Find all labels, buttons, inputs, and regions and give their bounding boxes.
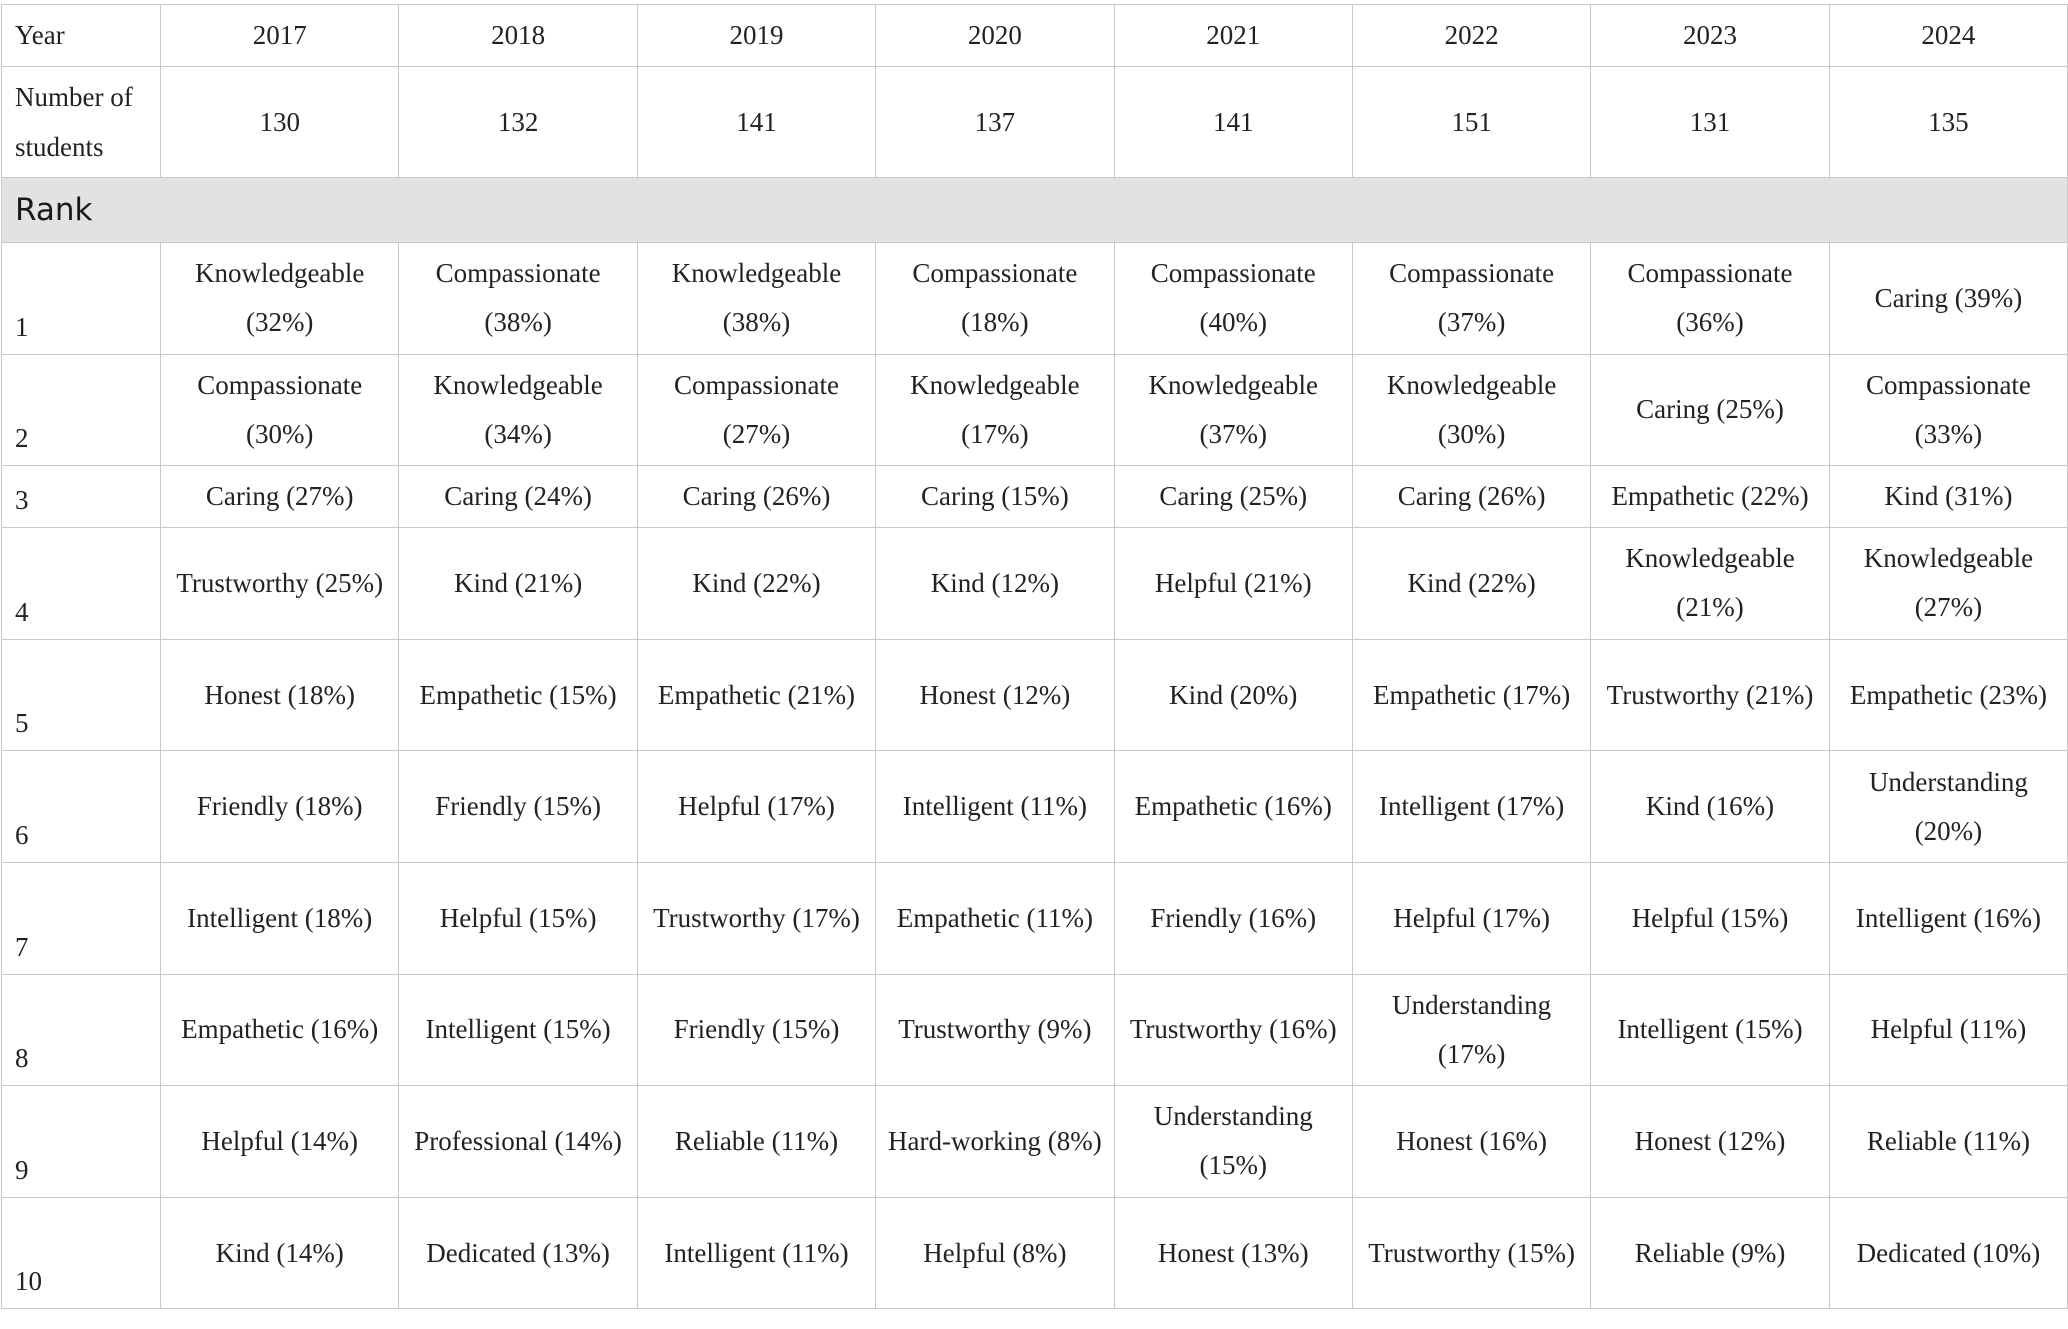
trait-cell: Compassionate (38%)	[399, 243, 637, 355]
trait-cell: Trustworthy (9%)	[876, 974, 1114, 1086]
rank-row	[2, 1086, 2068, 1198]
rank-row	[2, 751, 2068, 863]
trait-cell: Intelligent (11%)	[876, 751, 1114, 863]
trait-cell: Honest (13%)	[1114, 1197, 1352, 1309]
trait-cell: Kind (22%)	[637, 528, 875, 640]
rank-row	[2, 974, 2068, 1086]
rank-number: 4	[2, 528, 161, 640]
rank-number: 5	[2, 639, 161, 751]
trait-cell: Kind (14%)	[161, 1197, 399, 1309]
trait-cell: Helpful (14%)	[161, 1086, 399, 1198]
year-cell: 2023	[1591, 5, 1829, 67]
student-count-cell: 132	[399, 67, 637, 178]
trait-cell: Helpful (11%)	[1829, 974, 2067, 1086]
trait-cell: Intelligent (17%)	[1352, 751, 1590, 863]
trait-cell: Intelligent (15%)	[1591, 974, 1829, 1086]
student-count-cell: 135	[1829, 67, 2067, 178]
rank-number: 8	[2, 974, 161, 1086]
rank-row	[2, 862, 2068, 974]
trait-cell: Intelligent (15%)	[399, 974, 637, 1086]
trait-cell: Helpful (17%)	[1352, 862, 1590, 974]
rank-number: 1	[2, 243, 161, 355]
trait-cell: Empathetic (21%)	[637, 639, 875, 751]
ranking-table	[1, 4, 2068, 1309]
student-count-cell: 131	[1591, 67, 1829, 178]
trait-cell: Compassionate (40%)	[1114, 243, 1352, 355]
trait-cell: Helpful (17%)	[637, 751, 875, 863]
trait-cell: Knowledgeable (21%)	[1591, 528, 1829, 640]
trait-cell: Intelligent (11%)	[637, 1197, 875, 1309]
rank-section-heading: Rank	[2, 178, 2068, 243]
trait-cell: Understanding (15%)	[1114, 1086, 1352, 1198]
trait-cell: Honest (12%)	[1591, 1086, 1829, 1198]
trait-cell: Reliable (11%)	[1829, 1086, 2067, 1198]
year-cell: 2020	[876, 5, 1114, 67]
rank-number: 7	[2, 862, 161, 974]
year-header-row	[2, 5, 2068, 67]
year-cell: 2019	[637, 5, 875, 67]
trait-cell: Knowledgeable (17%)	[876, 354, 1114, 466]
year-cell: 2021	[1114, 5, 1352, 67]
trait-cell: Reliable (11%)	[637, 1086, 875, 1198]
students-label: Number of students	[2, 67, 161, 178]
rank-row	[2, 354, 2068, 466]
trait-cell: Understanding (17%)	[1352, 974, 1590, 1086]
trait-cell: Empathetic (15%)	[399, 639, 637, 751]
trait-cell: Compassionate (37%)	[1352, 243, 1590, 355]
trait-cell: Friendly (16%)	[1114, 862, 1352, 974]
trait-cell: Trustworthy (17%)	[637, 862, 875, 974]
trait-cell: Honest (12%)	[876, 639, 1114, 751]
rank-row	[2, 639, 2068, 751]
rank-number: 10	[2, 1197, 161, 1309]
trait-cell: Trustworthy (15%)	[1352, 1197, 1590, 1309]
trait-cell: Knowledgeable (37%)	[1114, 354, 1352, 466]
trait-cell: Kind (20%)	[1114, 639, 1352, 751]
student-count-cell: 151	[1352, 67, 1590, 178]
students-row	[2, 67, 2068, 178]
trait-cell: Kind (12%)	[876, 528, 1114, 640]
trait-cell: Friendly (15%)	[399, 751, 637, 863]
trait-cell: Caring (26%)	[637, 466, 875, 528]
trait-cell: Friendly (18%)	[161, 751, 399, 863]
trait-cell: Knowledgeable (38%)	[637, 243, 875, 355]
rank-number: 6	[2, 751, 161, 863]
trait-cell: Helpful (21%)	[1114, 528, 1352, 640]
student-count-cell: 141	[637, 67, 875, 178]
trait-cell: Caring (24%)	[399, 466, 637, 528]
trait-cell: Caring (25%)	[1591, 354, 1829, 466]
trait-cell: Reliable (9%)	[1591, 1197, 1829, 1309]
trait-cell: Kind (22%)	[1352, 528, 1590, 640]
rank-row	[2, 528, 2068, 640]
trait-cell: Compassionate (18%)	[876, 243, 1114, 355]
trait-cell: Knowledgeable (34%)	[399, 354, 637, 466]
rank-number: 9	[2, 1086, 161, 1198]
trait-cell: Dedicated (10%)	[1829, 1197, 2067, 1309]
trait-cell: Compassionate (30%)	[161, 354, 399, 466]
trait-cell: Honest (18%)	[161, 639, 399, 751]
trait-cell: Caring (26%)	[1352, 466, 1590, 528]
trait-cell: Caring (25%)	[1114, 466, 1352, 528]
trait-cell: Knowledgeable (32%)	[161, 243, 399, 355]
trait-cell: Compassionate (27%)	[637, 354, 875, 466]
student-count-cell: 137	[876, 67, 1114, 178]
trait-cell: Friendly (15%)	[637, 974, 875, 1086]
trait-cell: Dedicated (13%)	[399, 1197, 637, 1309]
trait-cell: Helpful (15%)	[399, 862, 637, 974]
trait-cell: Intelligent (18%)	[161, 862, 399, 974]
trait-cell: Trustworthy (25%)	[161, 528, 399, 640]
trait-cell: Caring (15%)	[876, 466, 1114, 528]
year-cell: 2018	[399, 5, 637, 67]
student-count-cell: 141	[1114, 67, 1352, 178]
trait-cell: Understanding (20%)	[1829, 751, 2067, 863]
rank-number: 3	[2, 466, 161, 528]
rank-number: 2	[2, 354, 161, 466]
trait-cell: Professional (14%)	[399, 1086, 637, 1198]
year-cell: 2017	[161, 5, 399, 67]
year-cell: 2024	[1829, 5, 2067, 67]
trait-cell: Helpful (15%)	[1591, 862, 1829, 974]
trait-cell: Honest (16%)	[1352, 1086, 1590, 1198]
trait-cell: Kind (21%)	[399, 528, 637, 640]
trait-cell: Knowledgeable (27%)	[1829, 528, 2067, 640]
trait-cell: Trustworthy (21%)	[1591, 639, 1829, 751]
trait-cell: Helpful (8%)	[876, 1197, 1114, 1309]
trait-cell: Empathetic (16%)	[161, 974, 399, 1086]
trait-cell: Hard-working (8%)	[876, 1086, 1114, 1198]
rank-row	[2, 1197, 2068, 1309]
trait-cell: Compassionate (36%)	[1591, 243, 1829, 355]
student-count-cell: 130	[161, 67, 399, 178]
year-cell: 2022	[1352, 5, 1590, 67]
trait-cell: Trustworthy (16%)	[1114, 974, 1352, 1086]
trait-cell: Intelligent (16%)	[1829, 862, 2067, 974]
trait-cell: Empathetic (11%)	[876, 862, 1114, 974]
trait-cell: Compassionate (33%)	[1829, 354, 2067, 466]
trait-cell: Kind (16%)	[1591, 751, 1829, 863]
year-label: Year	[2, 5, 161, 67]
rank-section-row	[2, 178, 2068, 243]
rank-row	[2, 243, 2068, 355]
trait-cell: Empathetic (17%)	[1352, 639, 1590, 751]
trait-cell: Caring (27%)	[161, 466, 399, 528]
trait-cell: Knowledgeable (30%)	[1352, 354, 1590, 466]
trait-cell: Empathetic (16%)	[1114, 751, 1352, 863]
trait-cell: Empathetic (23%)	[1829, 639, 2067, 751]
trait-cell: Caring (39%)	[1829, 243, 2067, 355]
trait-cell: Empathetic (22%)	[1591, 466, 1829, 528]
rank-row	[2, 466, 2068, 528]
trait-cell: Kind (31%)	[1829, 466, 2067, 528]
